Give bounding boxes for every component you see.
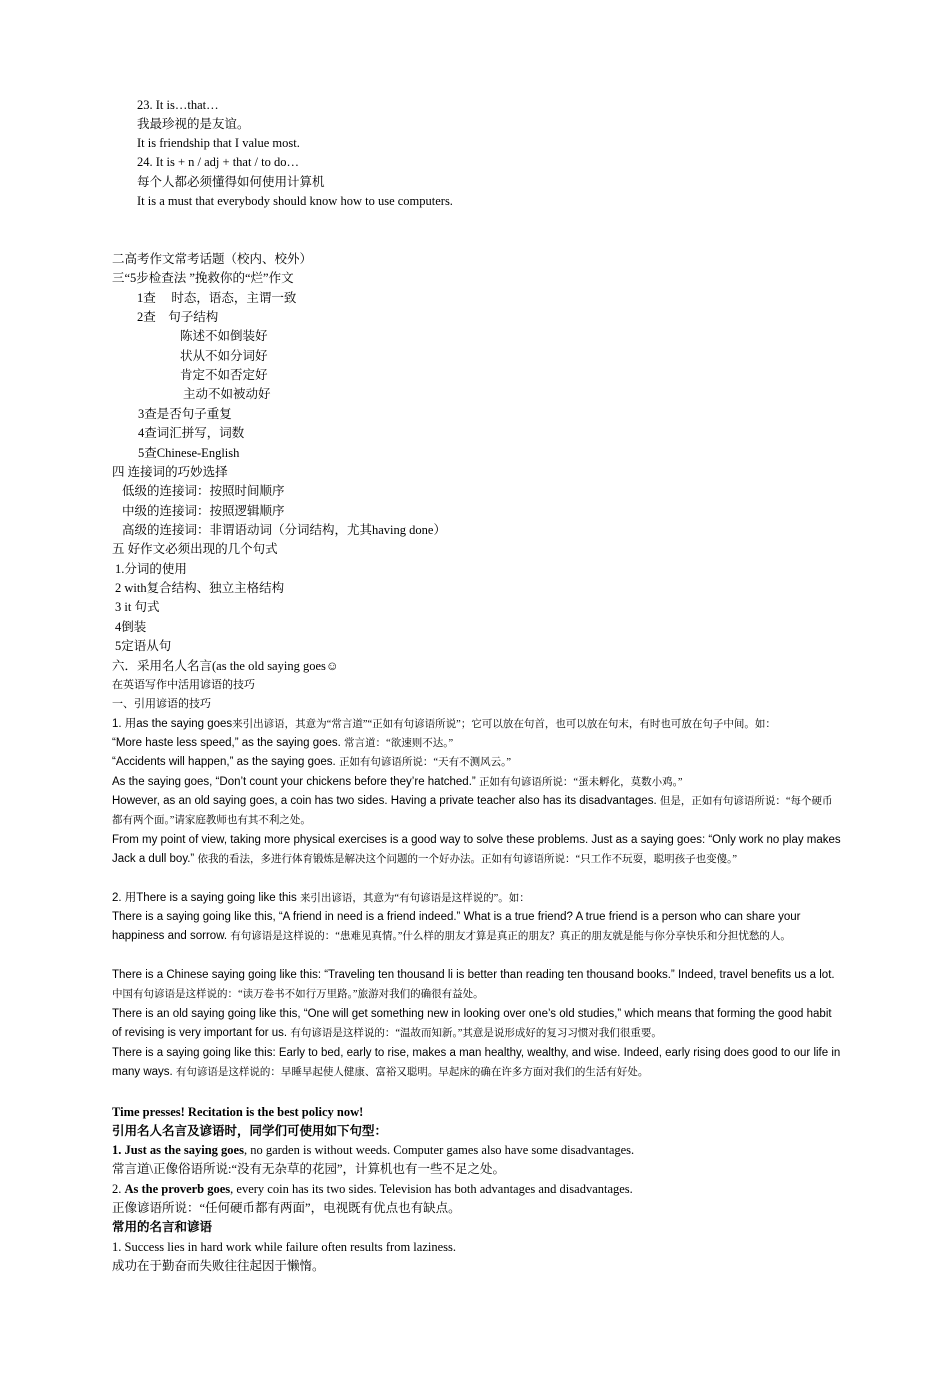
check-5: 5查Chinese-English — [138, 446, 240, 460]
paragraph-cn: 正如有句谚语所说：“天有不测风云。” — [338, 757, 512, 768]
proverb-1-cn: 成功在于勤奋而失败往往起因于懒惰。 — [112, 1259, 325, 1273]
paragraph-10 — [112, 1005, 842, 1044]
paragraph-en: “More haste less speed,” as the saying goes. — [112, 737, 341, 749]
paragraph-en: There is a Chinese saying going like this: “Traveling ten thousand li is better than reading ten thousand books.” Indeed, travel benefits us a lot. — [112, 969, 835, 981]
connector-low: 低级的连接词：按照时间顺序 — [122, 484, 285, 498]
paragraph-8 — [112, 908, 842, 947]
common-proverbs-heading: 常用的名言和谚语 — [112, 1220, 213, 1234]
paragraph-5 — [112, 792, 842, 831]
paragraph-cn: 但是，正如有句谚语所说：“每个硬币都有两个面。”请家庭教师也有其不利之处。 — [112, 796, 833, 827]
pattern-1: 1.分词的使用 — [115, 562, 187, 576]
example-1-phrase: 1. Just as the saying goes — [112, 1143, 244, 1157]
item-24-title: 24. It is + n / adj + that / to do… — [137, 155, 300, 169]
example-2-phrase: As the proverb goes — [124, 1182, 231, 1196]
paragraph-en: There is a saying going like this, “A friend in need is a friend indeed.” What is a true friend? A true friend is a person who can share your happiness and sorrow. — [112, 911, 801, 943]
example-1-en — [112, 1141, 634, 1160]
paragraph-cn: 依我的看法，多进行体育锻炼是解决这个问题的一个好办法。正如有句谚语所说：“只工作不玩耍，聪明孩子也变傻。” — [197, 854, 738, 866]
check-2-sub-3: 肯定不如否定好 — [180, 368, 268, 382]
paragraph-9 — [112, 966, 842, 1005]
item-24-cn: 每个人都必须懂得如何使用计算机 — [137, 175, 325, 189]
proverb-intro-title: 在英语写作中活用谚语的技巧 — [112, 679, 255, 691]
check-3: 3查是否句子重复 — [138, 407, 232, 421]
paragraph-en: 2. 用There is a saying going like this — [112, 892, 297, 904]
section-4-heading: 四 连接词的巧妙选择 — [112, 465, 228, 479]
paragraph-en: “Accidents will happen,” as the saying goes. — [112, 756, 336, 768]
check-4: 4查词汇拼写，词数 — [138, 426, 245, 440]
item-23-title: 23. It is…that… — [137, 98, 219, 112]
patterns-heading: 引用名人名言及谚语时，同学们可使用如下句型： — [112, 1124, 388, 1138]
proverb-intro-sub: 一、引用谚语的技巧 — [112, 698, 211, 710]
paragraph-en: However, as an old saying goes, a coin has two sides. Having a private teacher also has its disadvantages. — [112, 795, 657, 807]
example-2-num: 2. — [112, 1182, 125, 1196]
example-1-rest: , no garden is without weeds. Computer games also have some disadvantages. — [243, 1143, 635, 1157]
paragraph-en: As the saying goes, “Don’t count your chickens before they’re hatched.” — [112, 776, 476, 788]
check-2-sub-1: 陈述不如倒装好 — [180, 329, 268, 343]
check-2-sub-4: 主动不如被动好 — [183, 387, 271, 401]
connector-high: 高级的连接词：非谓语动词（分词结构，尤其having done） — [122, 523, 446, 537]
paragraph-cn: 正如有句谚语所说：“蛋未孵化，莫数小鸡。” — [478, 777, 683, 788]
paragraph-2 — [112, 734, 842, 753]
paragraph-cn: 来引出谚语，其意为“常言道”“正如有句谚语所说”；它可以放在句首，也可以放在句末，有时也可放在句子中间。如： — [232, 719, 776, 730]
proverb-1-en: 1. Success lies in hard work while failure often results from laziness. — [112, 1240, 457, 1254]
paragraph-cn: 有句谚语是这样说的：“患难见真情。”什么样的朋友才算是真正的朋友？真正的朋友就是能与你分享快乐和分担忧愁的人。 — [230, 931, 791, 943]
recitation-heading: Time presses! Recitation is the best policy now! — [112, 1105, 364, 1119]
section-3-heading: 三“5步检查法 ”挽救你的“烂”作文 — [112, 271, 294, 285]
paragraph-6 — [112, 831, 842, 870]
paragraph-4 — [112, 773, 842, 792]
paragraph-11 — [112, 1044, 842, 1083]
paragraph-en: There is a saying going like this: Early to bed, early to rise, makes a man healthy, wealthy, and wise. Indeed, early rising does good to our life in many ways. — [112, 1047, 841, 1079]
paragraph-cn: 中国有句谚语是这样说的：“读万卷书不如行万里路。”旅游对我们的确很有益处。 — [112, 989, 484, 1001]
example-2-cn: 正像谚语所说：“任何硬币都有两面”，电视既有优点也有缺点。 — [112, 1201, 461, 1215]
example-2-rest: , every coin has its two sides. Television has both advantages and disadvantages. — [230, 1182, 633, 1196]
pattern-5: 5定语从句 — [115, 639, 172, 653]
paragraph-1 — [112, 715, 842, 734]
paragraph-7 — [112, 889, 842, 908]
pattern-3: 3 it 句式 — [115, 600, 160, 614]
check-2-sub-2: 状从不如分词好 — [180, 349, 268, 363]
section-6-heading: 六．采用名人名言(as the old saying goes☺ — [112, 659, 339, 673]
pattern-4: 4倒装 — [115, 620, 147, 634]
pattern-2: 2 with复合结构、独立主格结构 — [115, 581, 285, 595]
check-1: 1查 时态，语态，主谓一致 — [137, 291, 297, 305]
item-23-cn: 我最珍视的是友谊。 — [137, 117, 250, 131]
paragraph-cn: 有句谚语是这样说的：早睡早起使人健康、富裕又聪明。早起床的确在许多方面对我们的生活有好处。 — [175, 1067, 649, 1079]
paragraph-cn: 常言道：“欲速则不达。” — [344, 738, 454, 749]
paragraph-cn: 有句谚语是这样说的：“温故而知新。”其意是说形成好的复习习惯对我们很重要。 — [290, 1028, 662, 1040]
item-23-en: It is friendship that I value most. — [137, 136, 300, 150]
paragraph-en: There is an old saying going like this, “One will get something new in looking over one’s old studies,” which means that forming the good habit of revising is very important for us. — [112, 1008, 832, 1040]
section-2-heading: 二高考作文常考话题（校内、校外） — [112, 252, 313, 266]
example-1-cn: 常言道\正像俗语所说:“没有无杂草的花园”，计算机也有一些不足之处。 — [112, 1162, 506, 1176]
paragraph-3 — [112, 753, 842, 772]
connector-mid: 中级的连接词：按照逻辑顺序 — [122, 504, 285, 518]
example-2-en — [112, 1180, 633, 1199]
paragraph-en: From my point of view, taking more physical exercises is a good way to solve these problems. Just as a saying goes: “Only work no play makes Jack a dull boy.” — [112, 834, 841, 866]
paragraph-cn: 来引出谚语，其意为“有句谚语是这样说的”。如： — [299, 893, 530, 904]
section-5-heading: 五 好作文必须出现的几个句式 — [112, 542, 278, 556]
item-24-en: It is a must that everybody should know how to use computers. — [137, 194, 453, 208]
paragraph-en: 1. 用as the saying goes — [112, 718, 233, 730]
check-2: 2查 句子结构 — [137, 310, 219, 324]
